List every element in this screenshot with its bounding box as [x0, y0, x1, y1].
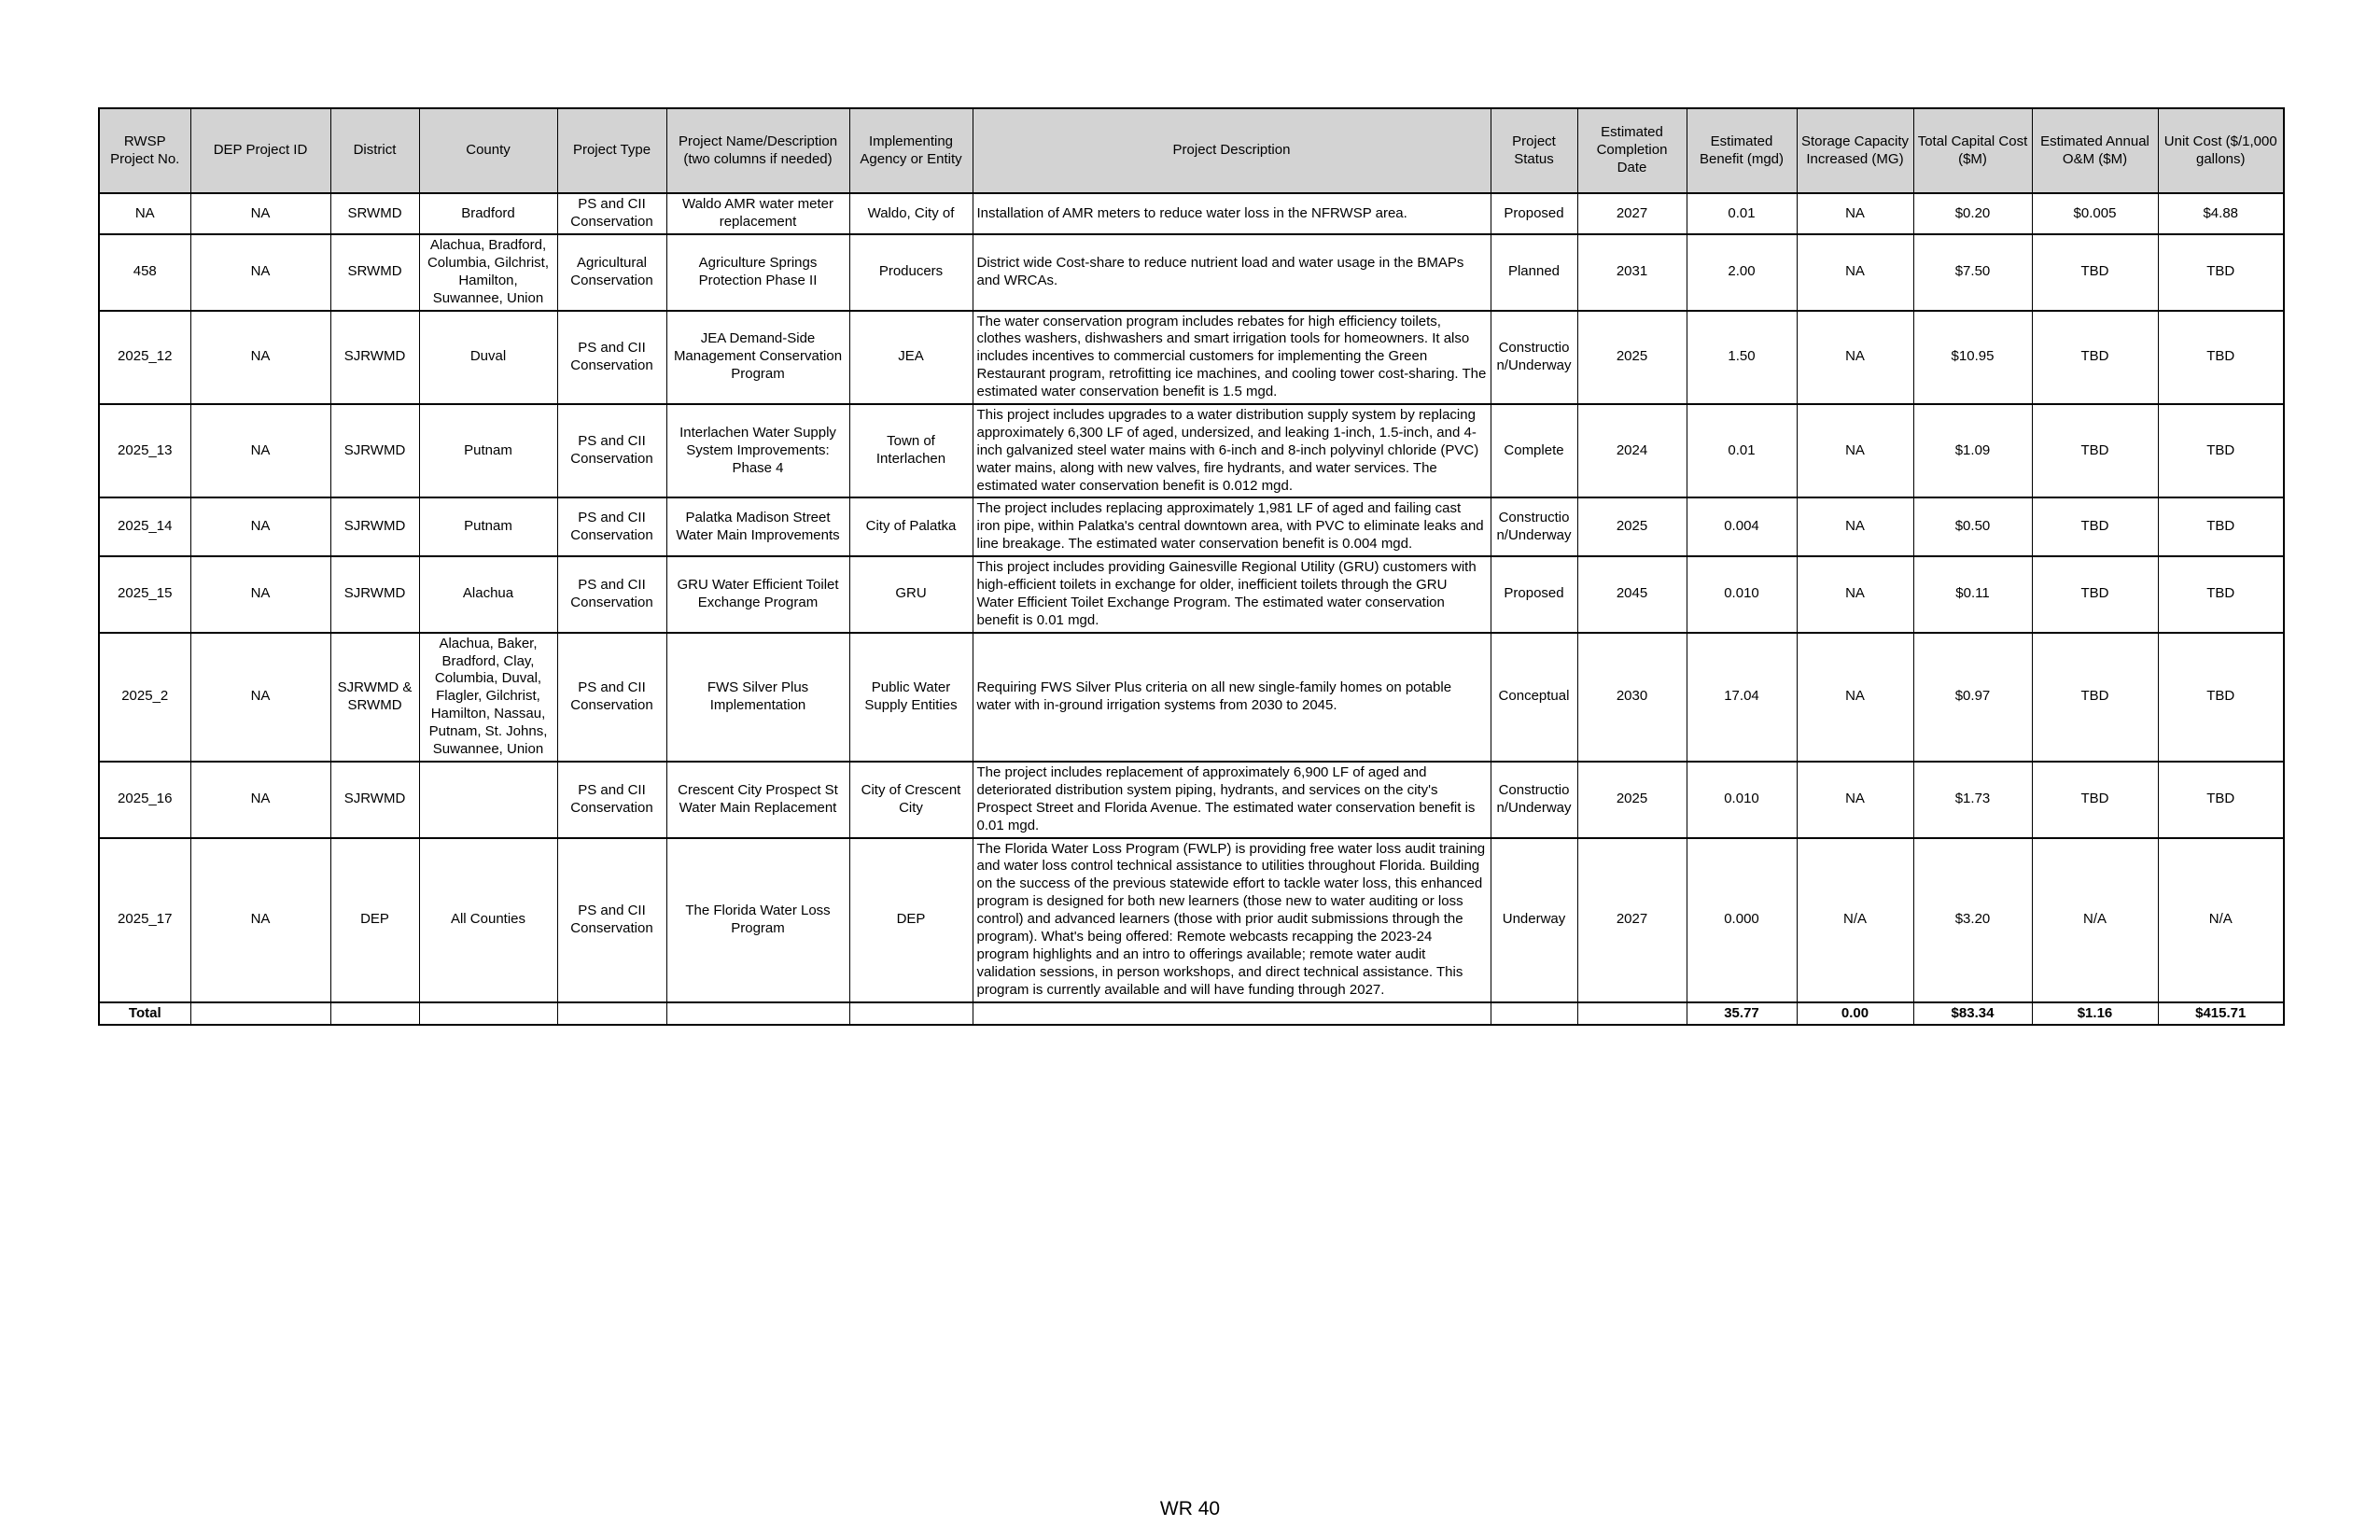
project-description-cell: The project includes replacement of approximately 6,900 LF of aged and deteriorated distribution system piping, hydrants, and services on the city's Prospect Street and Florida Avenue. The estimated water conservation benefit is 0.01 mgd.: [973, 762, 1491, 838]
cell: SJRWMD: [330, 404, 419, 497]
cell: 2025_16: [99, 762, 190, 838]
cell: NA: [1797, 497, 1913, 556]
cell: JEA Demand-Side Management Conservation Program: [666, 311, 849, 404]
cell: 2025: [1577, 311, 1687, 404]
cell: NA: [190, 838, 330, 1002]
column-header: Estimated Benefit (mgd): [1687, 108, 1797, 193]
cell: N/A: [2032, 838, 2158, 1002]
cell: All Counties: [419, 838, 557, 1002]
cell: NA: [190, 193, 330, 234]
cell: 2025_15: [99, 556, 190, 633]
projects-table: [98, 107, 2285, 1026]
project-description-cell: Installation of AMR meters to reduce water loss in the NFRWSP area.: [973, 193, 1491, 234]
cell: TBD: [2032, 311, 2158, 404]
column-header: Storage Capacity Increased (MG): [1797, 108, 1913, 193]
cell: DEP: [849, 838, 973, 1002]
cell: 0.010: [1687, 762, 1797, 838]
cell: NA: [190, 311, 330, 404]
cell: SJRWMD & SRWMD: [330, 633, 419, 762]
total-cell: [973, 1002, 1491, 1026]
cell: Alachua, Baker, Bradford, Clay, Columbia, Duval, Flagler, Gilchrist, Hamilton, Nassau, Putnam, St. Johns, Suwannee, Union: [419, 633, 557, 762]
project-description-cell: The water conservation program includes rebates for high efficiency toilets, clothes washers, dishwashers and smart irrigation tools for homeowners. It also includes incentives to commercial customers for implementing the Green Restaurant program, retrofitting ice machines, and cooling tower cost-sharing. The estimated water conservation benefit is 1.5 mgd.: [973, 311, 1491, 404]
cell: Construction/Underway: [1491, 497, 1577, 556]
cell: SJRWMD: [330, 762, 419, 838]
cell: Construction/Underway: [1491, 762, 1577, 838]
cell: Putnam: [419, 497, 557, 556]
page-number: WR 40: [1159, 1498, 1221, 1519]
cell: FWS Silver Plus Implementation: [666, 633, 849, 762]
cell: PS and CII Conservation: [557, 556, 666, 633]
column-header: Project Description: [973, 108, 1491, 193]
cell: 2025: [1577, 497, 1687, 556]
cell: GRU Water Efficient Toilet Exchange Program: [666, 556, 849, 633]
cell: TBD: [2158, 633, 2284, 762]
cell: PS and CII Conservation: [557, 633, 666, 762]
cell: Putnam: [419, 404, 557, 497]
cell: TBD: [2158, 762, 2284, 838]
total-cell: 35.77: [1687, 1002, 1797, 1026]
cell: Proposed: [1491, 193, 1577, 234]
cell: 2045: [1577, 556, 1687, 633]
cell: City of Crescent City: [849, 762, 973, 838]
cell: Conceptual: [1491, 633, 1577, 762]
cell: NA: [190, 497, 330, 556]
cell: Duval: [419, 311, 557, 404]
cell: Agriculture Springs Protection Phase II: [666, 234, 849, 311]
cell: $0.005: [2032, 193, 2158, 234]
column-header: Project Name/Description (two columns if needed): [666, 108, 849, 193]
cell: 2027: [1577, 838, 1687, 1002]
table-header: [99, 108, 2284, 193]
total-label: Total: [99, 1002, 190, 1026]
total-cell: $1.16: [2032, 1002, 2158, 1026]
column-header: RWSP Project No.: [99, 108, 190, 193]
column-header: Estimated Annual O&M ($M): [2032, 108, 2158, 193]
cell: PS and CII Conservation: [557, 762, 666, 838]
cell: NA: [1797, 633, 1913, 762]
table-row: [99, 556, 2284, 633]
total-cell: $83.34: [1913, 1002, 2032, 1026]
cell: Town of Interlachen: [849, 404, 973, 497]
cell: 2030: [1577, 633, 1687, 762]
cell: 2025_14: [99, 497, 190, 556]
cell: 0.01: [1687, 404, 1797, 497]
cell: [419, 762, 557, 838]
cell: PS and CII Conservation: [557, 404, 666, 497]
cell: Crescent City Prospect St Water Main Replacement: [666, 762, 849, 838]
cell: Alachua, Bradford, Columbia, Gilchrist, Hamilton, Suwannee, Union: [419, 234, 557, 311]
cell: City of Palatka: [849, 497, 973, 556]
cell: Waldo AMR water meter replacement: [666, 193, 849, 234]
cell: Underway: [1491, 838, 1577, 1002]
cell: TBD: [2158, 234, 2284, 311]
cell: JEA: [849, 311, 973, 404]
cell: $0.11: [1913, 556, 2032, 633]
cell: TBD: [2032, 633, 2158, 762]
column-header: County: [419, 108, 557, 193]
cell: TBD: [2158, 404, 2284, 497]
cell: PS and CII Conservation: [557, 838, 666, 1002]
cell: Public Water Supply Entities: [849, 633, 973, 762]
cell: $3.20: [1913, 838, 2032, 1002]
cell: 2025_17: [99, 838, 190, 1002]
table-row: [99, 762, 2284, 838]
table-body: [99, 193, 2284, 1002]
project-description-cell: This project includes upgrades to a water distribution supply system by replacing approximately 6,300 LF of aged, undersized, and leaking 1-inch, 1.5-inch, and 4-inch galvanized steel water mains with 6-inch and 8-inch polyvinyl chloride (PVC) water mains, along with new valves, fire hydrants, and water services. The estimated water conservation benefit is 0.012 mgd.: [973, 404, 1491, 497]
header-row: [99, 108, 2284, 193]
cell: 2.00: [1687, 234, 1797, 311]
cell: 0.01: [1687, 193, 1797, 234]
total-cell: [557, 1002, 666, 1026]
cell: N/A: [1797, 838, 1913, 1002]
cell: 2027: [1577, 193, 1687, 234]
table-row: [99, 404, 2284, 497]
cell: TBD: [2032, 762, 2158, 838]
cell: NA: [1797, 762, 1913, 838]
cell: 0.000: [1687, 838, 1797, 1002]
cell: 0.010: [1687, 556, 1797, 633]
table-row: [99, 633, 2284, 762]
cell: TBD: [2032, 234, 2158, 311]
cell: DEP: [330, 838, 419, 1002]
cell: NA: [1797, 556, 1913, 633]
total-cell: [1491, 1002, 1577, 1026]
cell: 2025: [1577, 762, 1687, 838]
cell: PS and CII Conservation: [557, 193, 666, 234]
cell: NA: [1797, 193, 1913, 234]
cell: 2025_13: [99, 404, 190, 497]
total-cell: [330, 1002, 419, 1026]
total-cell: [849, 1002, 973, 1026]
cell: NA: [190, 234, 330, 311]
cell: NA: [190, 762, 330, 838]
column-header: Unit Cost ($/1,000 gallons): [2158, 108, 2284, 193]
table-total: [99, 1002, 2284, 1026]
table-row: [99, 193, 2284, 234]
total-cell: [419, 1002, 557, 1026]
column-header: Project Status: [1491, 108, 1577, 193]
cell: TBD: [2158, 497, 2284, 556]
cell: TBD: [2158, 311, 2284, 404]
column-header: Implementing Agency or Entity: [849, 108, 973, 193]
cell: NA: [190, 556, 330, 633]
project-description-cell: District wide Cost-share to reduce nutrient load and water usage in the BMAPs and WRCAs.: [973, 234, 1491, 311]
cell: TBD: [2032, 404, 2158, 497]
cell: NA: [190, 633, 330, 762]
cell: 2031: [1577, 234, 1687, 311]
column-header: Estimated Completion Date: [1577, 108, 1687, 193]
cell: $0.20: [1913, 193, 2032, 234]
cell: PS and CII Conservation: [557, 311, 666, 404]
column-header: DEP Project ID: [190, 108, 330, 193]
total-cell: [666, 1002, 849, 1026]
cell: 2024: [1577, 404, 1687, 497]
cell: Construction/Underway: [1491, 311, 1577, 404]
table-row: [99, 497, 2284, 556]
cell: NA: [1797, 234, 1913, 311]
cell: PS and CII Conservation: [557, 497, 666, 556]
cell: SJRWMD: [330, 497, 419, 556]
cell: Agricultural Conservation: [557, 234, 666, 311]
column-header: District: [330, 108, 419, 193]
cell: Interlachen Water Supply System Improvements: Phase 4: [666, 404, 849, 497]
cell: $0.97: [1913, 633, 2032, 762]
cell: NA: [190, 404, 330, 497]
total-cell: [190, 1002, 330, 1026]
cell: Alachua: [419, 556, 557, 633]
cell: 17.04: [1687, 633, 1797, 762]
total-cell: 0.00: [1797, 1002, 1913, 1026]
cell: SJRWMD: [330, 556, 419, 633]
cell: TBD: [2032, 556, 2158, 633]
cell: $1.73: [1913, 762, 2032, 838]
total-cell: $415.71: [2158, 1002, 2284, 1026]
total-cell: [1577, 1002, 1687, 1026]
cell: TBD: [2032, 497, 2158, 556]
cell: $4.88: [2158, 193, 2284, 234]
column-header: Project Type: [557, 108, 666, 193]
project-description-cell: This project includes providing Gainesville Regional Utility (GRU) customers with high-efficient toilets in exchange for older, inefficient toilets through the GRU Water Efficient Toilet Exchange Program. The estimated water conservation benefit is 0.01 mgd.: [973, 556, 1491, 633]
cell: TBD: [2158, 556, 2284, 633]
cell: Planned: [1491, 234, 1577, 311]
cell: SJRWMD: [330, 311, 419, 404]
cell: The Florida Water Loss Program: [666, 838, 849, 1002]
cell: NA: [1797, 404, 1913, 497]
cell: Bradford: [419, 193, 557, 234]
total-row: [99, 1002, 2284, 1026]
cell: Complete: [1491, 404, 1577, 497]
cell: N/A: [2158, 838, 2284, 1002]
cell: 1.50: [1687, 311, 1797, 404]
project-description-cell: The Florida Water Loss Program (FWLP) is providing free water loss audit training and water loss control technical assistance to utilities throughout Florida. Building on the success of the previous statewide effort to tackle water loss, this enhanced program is designed for both new learners (those new to water auditing or loss control) and advanced learners (those with prior audit submissions through the program). What's being offered: Remote webcasts recapping the 2023-24 program highlights and an intro to offerings available; remote water audit validation sessions, in person workshops, and direct technical assistance. This program is currently available and will have funding through 2027.: [973, 838, 1491, 1002]
cell: NA: [1797, 311, 1913, 404]
cell: $10.95: [1913, 311, 2032, 404]
table-row: [99, 234, 2284, 311]
cell: $0.50: [1913, 497, 2032, 556]
project-description-cell: Requiring FWS Silver Plus criteria on all new single-family homes on potable water with in-ground irrigation systems from 2030 to 2045.: [973, 633, 1491, 762]
column-header: Total Capital Cost ($M): [1913, 108, 2032, 193]
cell: 2025_2: [99, 633, 190, 762]
project-description-cell: The project includes replacing approximately 1,981 LF of aged and failing cast iron pipe, within Palatka's central downtown area, with PVC to eliminate leaks and line breakage. The estimated water conservation benefit is 0.004 mgd.: [973, 497, 1491, 556]
table-row: [99, 311, 2284, 404]
cell: Waldo, City of: [849, 193, 973, 234]
cell: 2025_12: [99, 311, 190, 404]
cell: 458: [99, 234, 190, 311]
cell: $1.09: [1913, 404, 2032, 497]
cell: Palatka Madison Street Water Main Improvements: [666, 497, 849, 556]
cell: $7.50: [1913, 234, 2032, 311]
cell: SRWMD: [330, 234, 419, 311]
cell: Proposed: [1491, 556, 1577, 633]
cell: SRWMD: [330, 193, 419, 234]
cell: 0.004: [1687, 497, 1797, 556]
table-row: [99, 838, 2284, 1002]
cell: GRU: [849, 556, 973, 633]
cell: NA: [99, 193, 190, 234]
cell: Producers: [849, 234, 973, 311]
